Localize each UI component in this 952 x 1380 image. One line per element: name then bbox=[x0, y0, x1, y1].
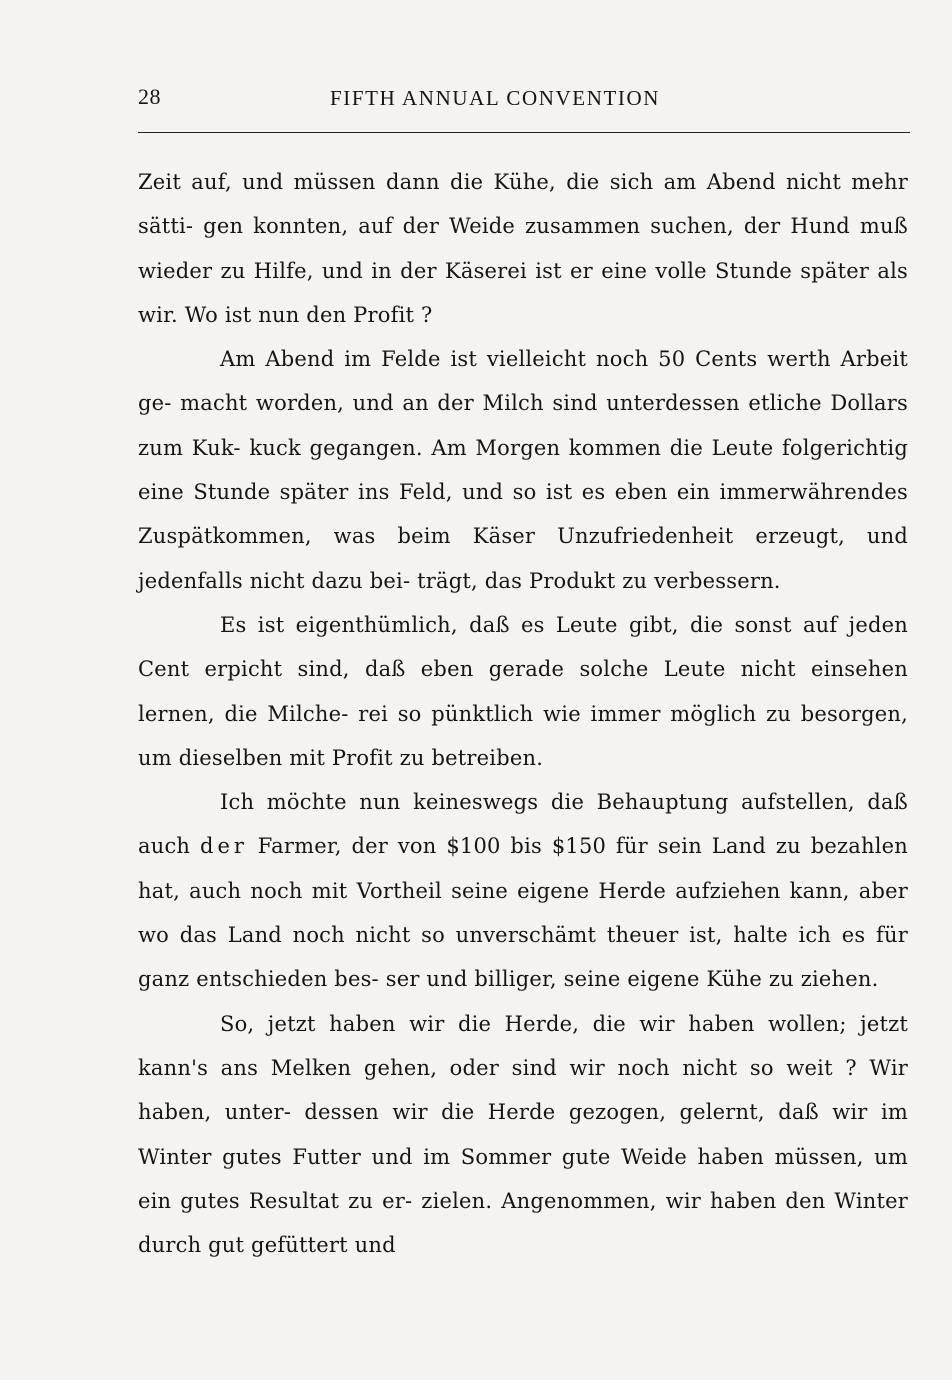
paragraph-3: Es ist eigenthümlich, daß es Leute gibt, die sonst auf jeden Cent erpicht sind, daß eben gerade solche Leute nicht einsehen lernen, die Milche- rei so pünktlich wie immer möglich zu besorgen, um dieselben mit Profit zu betreiben. bbox=[138, 612, 908, 770]
paragraph-1: Zeit auf, und müssen dann die Kühe, die sich am Abend nicht mehr sätti- gen konnten, auf der Weide zusammen suchen, der Hund muß wieder zu Hilfe, und in der Käserei ist er eine volle Stunde später als wir. Wo ist nun den Profit ? bbox=[138, 170, 908, 327]
running-title: FIFTH ANNUAL CONVENTION bbox=[330, 86, 661, 110]
paragraph-2: Am Abend im Felde ist vielleicht noch 50 Cents werth Arbeit ge- macht worden, und an der Milch sind unterdessen etliche Dollars zum Kuk- kuck gegangen. Am Morgen kommen die Leute folgerichtig eine Stunde später ins Feld, und so ist es eben ein immerwährendes Zuspätkommen, was beim Käser Unzufriedenheit erzeugt, und jedenfalls nicht dazu bei- trägt, das Produkt zu verbessern. bbox=[138, 347, 908, 593]
paragraph-5: So, jetzt haben wir die Herde, die wir haben wollen; jetzt kann's ans Melken gehen, oder sind wir noch nicht so weit ? Wir haben, unter- dessen wir die Herde gezogen, gelernt, daß wir im Winter gutes Futter und im Sommer gute Weide haben müssen, um ein gutes Resultat zu er- zielen. Angenommen, wir haben den Winter durch gut gefüttert und bbox=[138, 1011, 908, 1258]
page-number: 28 bbox=[138, 84, 161, 109]
paragraph-4-spaced-word: der bbox=[200, 834, 248, 859]
body-text bbox=[138, 160, 908, 1267]
paragraph-4-end: Farmer, der von $100 bis $150 für sein Land zu bezahlen hat, auch noch mit Vortheil seine eigene Herde aufziehen kann, aber wo das Land noch nicht so unverschämt theuer ist, halte ich es für ganz entschieden bes- ser und billiger, seine eigene Kühe zu ziehen. bbox=[138, 834, 908, 992]
paragraph-4 bbox=[138, 780, 908, 1001]
header-rule bbox=[138, 132, 910, 133]
paragraph-4-start: Ich möchte nun keineswegs die Behauptung aufstellen, daß auch bbox=[138, 790, 908, 859]
running-head bbox=[138, 84, 910, 114]
